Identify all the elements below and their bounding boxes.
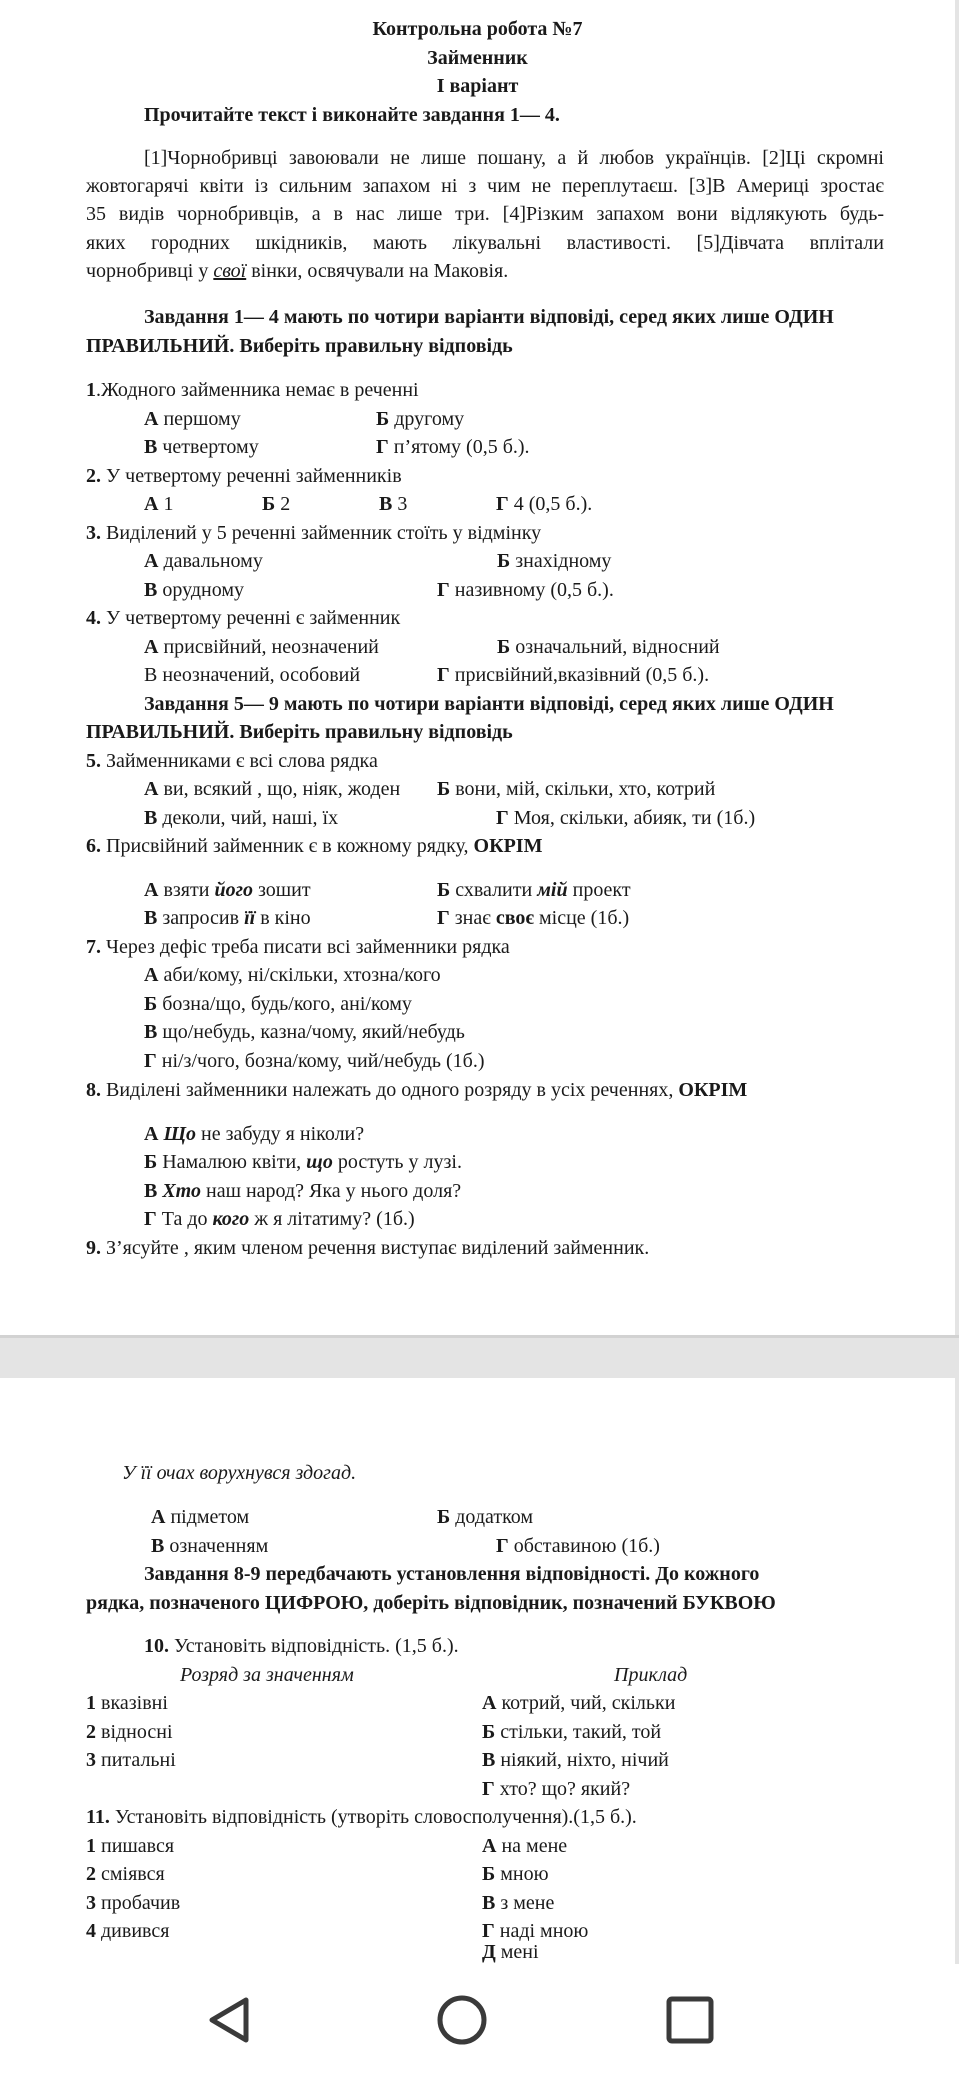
q7-option-v xyxy=(144,1020,465,1044)
highlighted-word: Хто xyxy=(162,1180,201,1202)
text-line-4: яких городних шкідників, мають лікувальні властивості. [5]Дівчата вплітали xyxy=(86,232,884,254)
q11-row-4 xyxy=(86,1919,169,1943)
q11-row-2 xyxy=(86,1862,165,1886)
document-topic: Займенник xyxy=(427,47,528,69)
home-button[interactable] xyxy=(432,1990,492,2050)
q6-option-v xyxy=(144,906,311,930)
option-text: означальний, відносний xyxy=(510,636,720,658)
option-letter: Г xyxy=(437,579,450,601)
question-number: 10. xyxy=(144,1635,169,1657)
option-letter: Б xyxy=(437,1506,451,1528)
q5-option-g xyxy=(496,806,755,830)
option-letter: Г xyxy=(437,664,450,686)
q10-option-a xyxy=(482,1691,675,1715)
option-letter: А xyxy=(144,879,159,901)
question-number: 5. xyxy=(86,750,101,772)
q1-option-g xyxy=(376,435,530,459)
q9-option-v xyxy=(151,1534,268,1558)
option-letter: Г xyxy=(496,1535,509,1557)
option-text: в кіно xyxy=(255,907,311,929)
option-text: знає xyxy=(449,907,496,929)
option-letter: В xyxy=(151,1535,165,1557)
option-text: котрий, чий, скільки xyxy=(496,1692,676,1714)
row-number: 1 xyxy=(86,1835,96,1857)
option-text: схвалити xyxy=(450,879,538,901)
option-text: бозна/що, будь/кого, ані/кому xyxy=(157,993,412,1015)
question-number: 7. xyxy=(86,936,101,958)
q1-option-a xyxy=(144,407,241,431)
document-title: Контрольна робота №7 xyxy=(372,18,583,40)
highlighted-word: його xyxy=(214,879,253,901)
q7-option-a xyxy=(144,963,441,987)
question-10 xyxy=(144,1634,459,1658)
row-number: 3 xyxy=(86,1749,96,1771)
option-letter: Г xyxy=(496,807,509,829)
q10-option-g xyxy=(482,1777,630,1801)
q9-option-a xyxy=(151,1505,249,1529)
question-3 xyxy=(86,521,541,545)
page-divider xyxy=(0,1335,959,1338)
option-text: називному (0,5 б.). xyxy=(449,579,614,601)
option-text: що/небудь, казна/чому, який/небудь xyxy=(157,1021,465,1043)
option-letter: А xyxy=(144,964,159,986)
option-letter: Б xyxy=(144,1151,158,1173)
question-9 xyxy=(86,1236,649,1260)
question-emphasis: ОКРІМ xyxy=(473,835,543,857)
option-text: першому xyxy=(158,408,241,430)
question-text: Виділений у 5 реченні займенник стоїть у відмінку xyxy=(101,522,542,544)
option-letter: В xyxy=(144,579,158,601)
back-button[interactable] xyxy=(200,1990,260,2050)
section3-heading-line2: рядка, позначеного ЦИФРОЮ, доберіть відповідник, позначений БУКВОЮ xyxy=(86,1592,776,1614)
option-letter: А xyxy=(144,408,159,430)
option-text: орудному xyxy=(157,579,244,601)
q7-option-g xyxy=(144,1049,485,1073)
highlighted-word: кого xyxy=(212,1208,250,1230)
question-number: 3. xyxy=(86,522,101,544)
q8-option-g xyxy=(144,1207,415,1231)
option-letter: В xyxy=(482,1749,496,1771)
row-number: 1 xyxy=(86,1692,96,1714)
question-text: Займенниками є всі слова рядка xyxy=(101,750,378,772)
option-text: з мене xyxy=(495,1892,555,1914)
option-letter: Б xyxy=(376,408,390,430)
q11-option-a xyxy=(482,1834,567,1858)
highlighted-word: своє xyxy=(495,907,534,929)
navigation-bar xyxy=(0,1964,959,2076)
recents-icon xyxy=(660,1990,720,2050)
option-text: ви, всякий , що, ніяк, жоден xyxy=(158,778,401,800)
question-text: Присвійний займенник є в кожному рядку, xyxy=(101,835,474,857)
question-text: Через дефіс треба писати всі займенники рядка xyxy=(101,936,510,958)
q9-sentence: У її очах ворухнувся здогад. xyxy=(122,1462,357,1484)
option-letter: А xyxy=(151,1506,166,1528)
question-text: У четвертому реченні займенників xyxy=(101,465,402,487)
q11-option-b xyxy=(482,1862,549,1886)
option-text: п’ятому (0,5 б.). xyxy=(388,436,530,458)
option-letter: Б xyxy=(497,550,511,572)
option-text: місце (1б.) xyxy=(534,907,630,929)
q4-option-a xyxy=(144,635,379,659)
option-text: четвертому xyxy=(157,436,259,458)
q10-row-2 xyxy=(86,1720,173,1744)
section2-heading-line2: ПРАВИЛЬНИЙ. Виберіть правильну відповідь xyxy=(86,721,513,743)
question-5 xyxy=(86,749,378,773)
row-text: відносні xyxy=(96,1721,173,1743)
option-text: ростуть у лузі. xyxy=(332,1151,462,1173)
q10-row-1 xyxy=(86,1691,168,1715)
option-letter: А xyxy=(144,778,159,800)
option-letter: Д xyxy=(482,1941,496,1963)
q5-option-a xyxy=(144,777,400,801)
section2-heading-line1: Завдання 5— 9 мають по чотири варіанти відповіді, серед яких лише ОДИН xyxy=(144,693,834,715)
row-number: 3 xyxy=(86,1892,96,1914)
option-text: Моя, скільки, абияк, ти (1б.) xyxy=(508,807,756,829)
question-emphasis: ОКРІМ xyxy=(678,1079,748,1101)
question-text: З’ясуйте , яким членом речення виступає виділений займенник. xyxy=(101,1237,650,1259)
row-number: 2 xyxy=(86,1721,96,1743)
option-text: мною xyxy=(495,1863,549,1885)
option-text: неозначений, особовий xyxy=(157,664,361,686)
option-letter: А xyxy=(144,636,159,658)
highlighted-word: Що xyxy=(163,1123,196,1145)
highlighted-pronoun: свої xyxy=(213,260,247,282)
option-text: аби/кому, ні/скільки, хтозна/кого xyxy=(158,964,441,986)
option-letter: Г xyxy=(482,1920,495,1942)
question-number: 11. xyxy=(86,1806,110,1828)
section1-heading-line1: Завдання 1— 4 мають по чотири варіанти відповіді, серед яких лише ОДИН xyxy=(144,306,834,328)
text-line-3: 35 видів чорнобривців, а в нас лише три. [4]Різким запахом вони відлякують будь- xyxy=(86,203,884,225)
question-number: 9. xyxy=(86,1237,101,1259)
option-letter: В xyxy=(482,1892,496,1914)
q11-option-d xyxy=(482,1940,539,1964)
q1-option-b xyxy=(376,407,464,431)
option-letter: Б xyxy=(437,778,451,800)
option-text: деколи, чий, наші, їх xyxy=(157,807,339,829)
row-text: пробачив xyxy=(96,1892,181,1914)
q2-option-a xyxy=(144,492,173,516)
option-text: на мене xyxy=(496,1835,568,1857)
option-letter: В xyxy=(144,436,158,458)
option-text: давальному xyxy=(158,550,263,572)
option-text: наш народ? Яка у нього доля? xyxy=(200,1180,462,1202)
q7-option-b xyxy=(144,992,412,1016)
q10-column-left: Розряд за значенням xyxy=(180,1664,354,1686)
row-number: 4 xyxy=(86,1920,96,1942)
option-text: вони, мій, скільки, хто, котрий xyxy=(450,778,716,800)
option-letter: Г xyxy=(144,1050,157,1072)
option-text: додатком xyxy=(450,1506,534,1528)
section1-heading-line2: ПРАВИЛЬНИЙ. Виберіть правильну відповідь xyxy=(86,335,513,357)
document-variant: І варіант xyxy=(436,75,519,97)
question-text: Установіть відповідність (утворіть словосполучення).(1,5 б.). xyxy=(109,1806,637,1828)
option-text: підметом xyxy=(165,1506,250,1528)
q2-option-g xyxy=(496,492,592,516)
question-number: 6. xyxy=(86,835,101,857)
option-text: 1 xyxy=(158,493,174,515)
option-letter: А xyxy=(144,1123,159,1145)
option-text: Та до xyxy=(156,1208,213,1230)
option-letter: В xyxy=(144,1180,158,1202)
row-text: дивився xyxy=(96,1920,170,1942)
q11-option-v xyxy=(482,1891,554,1915)
question-8 xyxy=(86,1078,747,1102)
option-text: проект xyxy=(567,879,631,901)
option-text: другому xyxy=(389,408,465,430)
reading-instruction: Прочитайте текст і виконайте завдання 1— 4. xyxy=(144,104,560,126)
q5-option-v xyxy=(144,806,338,830)
question-text: .Жодного займенника немає в реченні xyxy=(96,379,419,401)
home-icon xyxy=(432,1990,492,2050)
highlighted-word: мій xyxy=(537,879,568,901)
question-text: Установіть відповідність. (1,5 б.). xyxy=(169,1635,459,1657)
question-number: 1 xyxy=(86,379,96,401)
section3-heading-line1: Завдання 8-9 передбачають установлення відповідності. До кожного xyxy=(144,1563,760,1585)
option-text: присвійний, неозначений xyxy=(158,636,379,658)
q3-option-g xyxy=(437,578,614,602)
text-line-5 xyxy=(86,259,508,283)
option-text: ж я літатиму? (1б.) xyxy=(249,1208,415,1230)
q2-option-v xyxy=(379,492,407,516)
option-text: взяти xyxy=(158,879,215,901)
q10-row-3 xyxy=(86,1748,176,1772)
option-letter: В xyxy=(144,907,158,929)
option-letter: Г xyxy=(144,1208,157,1230)
text-line-1: [1]Чорнобривці завоювали не лише пошану, а й любов українців. [2]Ці скромні xyxy=(144,147,884,169)
option-text: не забуду я ніколи? xyxy=(195,1123,365,1145)
option-letter: Б xyxy=(144,993,158,1015)
option-text: обставиною (1б.) xyxy=(508,1535,660,1557)
back-icon xyxy=(200,1990,260,2050)
option-text: запросив xyxy=(157,907,245,929)
option-letter: Г xyxy=(482,1778,495,1800)
option-text: стільки, такий, той xyxy=(495,1721,662,1743)
option-text: 3 xyxy=(392,493,408,515)
option-text: Намалюю квіти, xyxy=(157,1151,307,1173)
question-number: 8. xyxy=(86,1079,101,1101)
question-2 xyxy=(86,464,402,488)
q8-option-b xyxy=(144,1150,462,1174)
q6-option-b xyxy=(437,878,631,902)
option-letter: Г xyxy=(496,493,509,515)
q4-option-v xyxy=(144,663,360,687)
option-letter: А xyxy=(144,493,159,515)
q10-option-v xyxy=(482,1748,669,1772)
row-text: вказівні xyxy=(96,1692,168,1714)
option-letter: Б xyxy=(497,636,511,658)
q8-option-a xyxy=(144,1122,364,1146)
q5-option-b xyxy=(437,777,715,801)
q10-column-right: Приклад xyxy=(614,1664,688,1686)
option-text: хто? що? який? xyxy=(494,1778,631,1800)
option-text: 2 xyxy=(275,493,291,515)
question-number: 2. xyxy=(86,465,101,487)
option-text: зошит xyxy=(252,879,311,901)
option-letter: А xyxy=(144,550,159,572)
option-letter: А xyxy=(482,1835,497,1857)
q3-option-a xyxy=(144,549,263,573)
option-letter: Г xyxy=(376,436,389,458)
option-letter: В xyxy=(379,493,393,515)
option-letter: Б xyxy=(482,1863,496,1885)
q11-row-1 xyxy=(86,1834,174,1858)
option-letter: В xyxy=(144,807,158,829)
q3-option-b xyxy=(497,549,611,573)
question-text: У четвертому реченні є займенник xyxy=(101,607,401,629)
option-text: ніякий, ніхто, нічий xyxy=(495,1749,669,1771)
option-letter: В xyxy=(144,664,158,686)
question-6 xyxy=(86,834,542,858)
q8-option-v xyxy=(144,1179,461,1203)
option-letter: Б xyxy=(482,1721,496,1743)
option-text: означенням xyxy=(164,1535,269,1557)
option-text: присвійний,вказівний (0,5 б.). xyxy=(449,664,710,686)
q1-option-v xyxy=(144,435,259,459)
row-text: сміявся xyxy=(96,1863,165,1885)
option-text: 4 (0,5 б.). xyxy=(508,493,593,515)
option-letter: В xyxy=(144,1021,158,1043)
question-11 xyxy=(86,1805,637,1829)
row-text: пишався xyxy=(96,1835,175,1857)
question-1 xyxy=(86,378,419,402)
document-page-2 xyxy=(0,1378,955,1964)
q9-option-b xyxy=(437,1505,533,1529)
q6-option-a xyxy=(144,878,311,902)
q6-option-g xyxy=(437,906,629,930)
text-line-5-start: чорнобривці у xyxy=(86,260,214,282)
option-letter: Б xyxy=(262,493,276,515)
option-text: мені xyxy=(495,1941,539,1963)
text-line-2: жовтогарячі квіти із сильним запахом ні з чим не переплутаєш. [3]В Америці зростає xyxy=(86,175,884,197)
option-text: наді мною xyxy=(494,1920,589,1942)
highlighted-word: її xyxy=(244,907,256,929)
recents-button[interactable] xyxy=(660,1990,720,2050)
question-number: 4. xyxy=(86,607,101,629)
q4-option-g xyxy=(437,663,709,687)
option-letter: А xyxy=(482,1692,497,1714)
option-text: знахідному xyxy=(510,550,612,572)
q11-row-3 xyxy=(86,1891,180,1915)
option-letter: Б xyxy=(437,879,451,901)
question-7 xyxy=(86,935,510,959)
row-text: питальні xyxy=(96,1749,176,1771)
q2-option-b xyxy=(262,492,290,516)
highlighted-word: що xyxy=(306,1151,333,1173)
q10-option-b xyxy=(482,1720,661,1744)
question-4 xyxy=(86,606,400,630)
option-letter: Г xyxy=(437,907,450,929)
question-text: Виділені займенники належать до одного розряду в усіх реченнях, xyxy=(101,1079,679,1101)
q4-option-b xyxy=(497,635,720,659)
text-line-5-end: вінки, освячували на Маковія. xyxy=(246,260,509,282)
option-text: ні/з/чого, бозна/кому, чий/небудь (1б.) xyxy=(156,1050,485,1072)
q9-option-g xyxy=(496,1534,660,1558)
q3-option-v xyxy=(144,578,244,602)
row-number: 2 xyxy=(86,1863,96,1885)
